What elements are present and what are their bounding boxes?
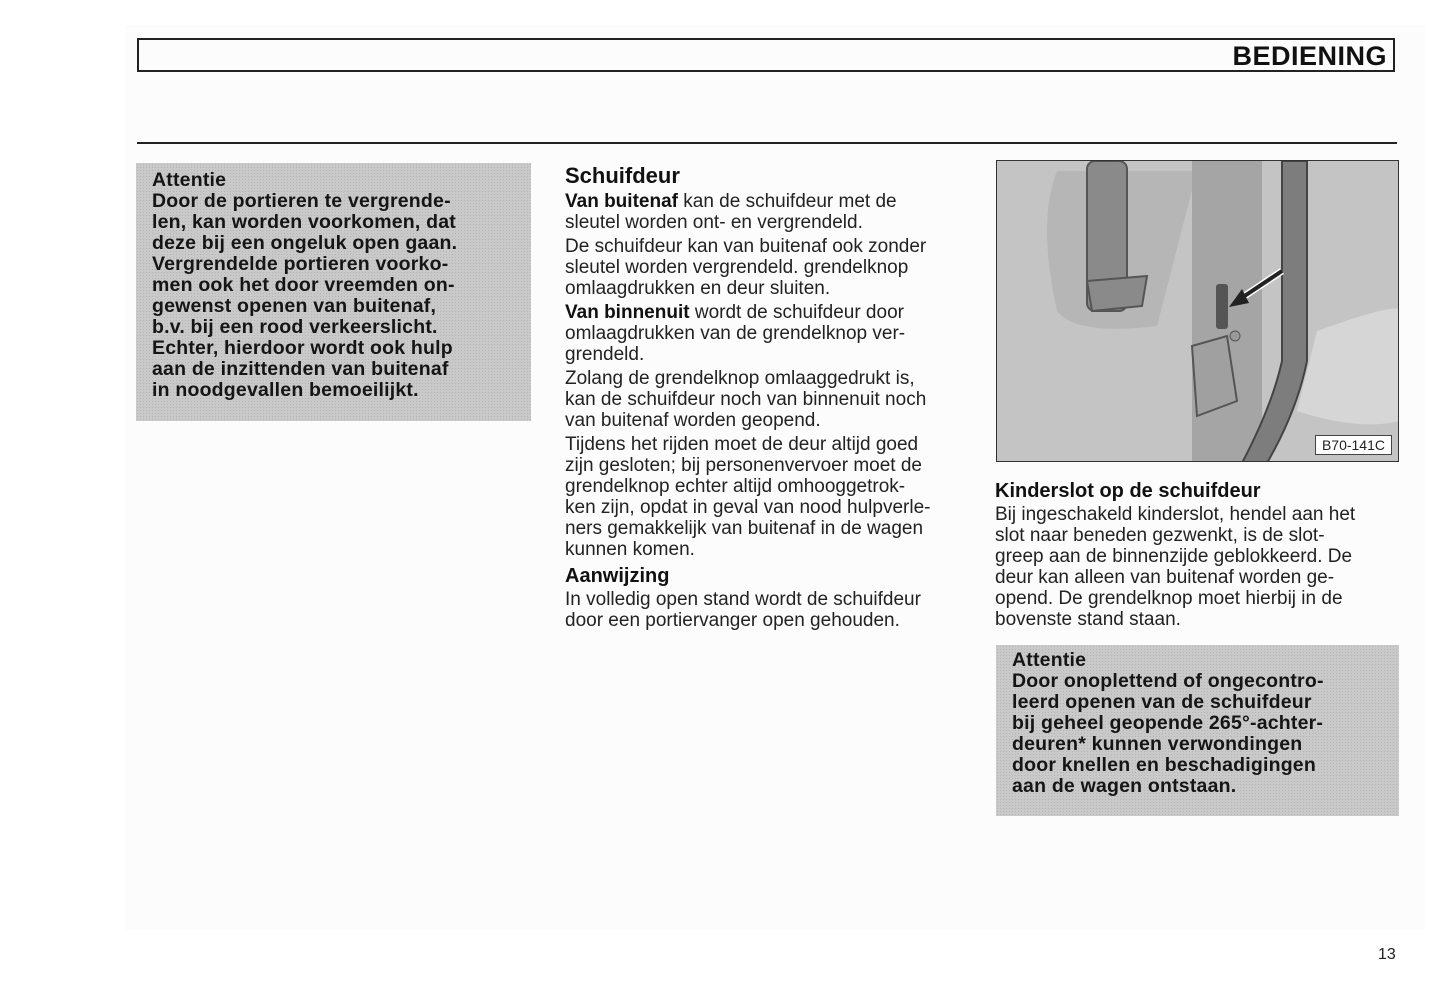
- warning-line: bij geheel geopende 265°-achter-: [1012, 712, 1324, 734]
- warning-line: len, kan worden voorkomen, dat: [152, 211, 456, 233]
- warning-line: b.v. bij een rood verkeerslicht.: [152, 316, 438, 338]
- warning-line: gewenst openen van buitenaf,: [152, 295, 437, 317]
- warning-line: aan de wagen ontstaan.: [1012, 775, 1237, 797]
- text-line: Zolang de grendelknop omlaaggedrukt is,: [565, 368, 915, 389]
- text-line: zijn gesloten; bij personenvervoer moet de: [565, 455, 922, 476]
- text-line: kan de schuifdeur met de: [677, 191, 897, 212]
- figure-label: B70-141C: [1315, 435, 1392, 455]
- section-header: [137, 38, 1395, 72]
- text-line: slot naar beneden gezwenkt, is de slot-: [995, 525, 1325, 546]
- paragraph: [995, 504, 1400, 630]
- paragraph: [565, 302, 965, 365]
- warning-title: Attentie: [1012, 649, 1087, 671]
- door-lock-drawing: [997, 161, 1399, 462]
- lead-text: Van binnenuit: [565, 302, 690, 323]
- note-heading: Aanwijzing: [565, 565, 670, 587]
- door-lock-illustration: [996, 160, 1399, 462]
- child-lock-section: [995, 478, 1400, 633]
- paragraph: [565, 191, 965, 233]
- section-heading: Kinderslot op de schuifdeur: [995, 480, 1261, 502]
- text-line: grendeld.: [565, 344, 645, 365]
- text-line: door een portiervanger open gehouden.: [565, 610, 900, 631]
- text-line: deur kan alleen van buitenaf worden ge-: [995, 567, 1335, 588]
- warning-line: in noodgevallen bemoeilijkt.: [152, 379, 419, 401]
- warning-line: deuren* kunnen verwondingen: [1012, 733, 1303, 755]
- warning-line: Door de portieren te vergrende-: [152, 190, 451, 212]
- text-line: greep aan de binnenzijde geblokkeerd. De: [995, 546, 1353, 567]
- warning-text: [152, 191, 531, 401]
- text-line: bovenste stand staan.: [995, 609, 1181, 630]
- text-line: Tijdens het rijden moet de deur altijd goed: [565, 434, 919, 455]
- warning-line: Door onoplettend of ongecontro-: [1012, 670, 1324, 692]
- warning-line: door knellen en beschadigingen: [1012, 754, 1316, 776]
- warning-box-left: [136, 163, 531, 421]
- section-heading: Schuifdeur: [565, 163, 680, 188]
- page-number: 13: [1378, 946, 1396, 963]
- text-line: omlaagdrukken en deur sluiten.: [565, 278, 831, 299]
- note-paragraph: [565, 589, 965, 631]
- warning-line: aan de inzittenden van buitenaf: [152, 358, 449, 380]
- text-line: van buitenaf worden geopend.: [565, 410, 821, 431]
- paragraph: [565, 368, 965, 431]
- warning-line: men ook het door vreemden on-: [152, 274, 455, 296]
- warning-line: Vergrendelde portieren voorko-: [152, 253, 449, 275]
- warning-box-right: [996, 645, 1399, 816]
- warning-title: Attentie: [152, 169, 227, 191]
- text-line: ners gemakkelijk van buitenaf in de wagen: [565, 518, 924, 539]
- sliding-door-section: [565, 161, 965, 634]
- warning-line: Echter, hierdoor wordt ook hulp: [152, 337, 453, 359]
- text-line: opend. De grendelknop moet hierbij in de: [995, 588, 1343, 609]
- text-line: wordt de schuifdeur door: [689, 302, 904, 323]
- text-line: sleutel worden vergrendeld. grendelknop: [565, 257, 909, 278]
- divider: [137, 142, 1397, 144]
- paragraph: [565, 236, 965, 299]
- warning-line: deze bij een ongeluk open gaan.: [152, 232, 458, 254]
- warning-line: leerd openen van de schuifdeur: [1012, 691, 1312, 713]
- text-line: De schuifdeur kan van buitenaf ook zonder: [565, 236, 927, 257]
- text-line: grendelknop echter altijd omhooggetrok-: [565, 476, 906, 497]
- text-line: ken zijn, opdat in geval van nood hulpverle-: [565, 497, 931, 518]
- text-line: Bij ingeschakeld kinderslot, hendel aan het: [995, 504, 1356, 525]
- text-line: sleutel worden ont- en vergrendeld.: [565, 212, 863, 233]
- text-line: In volledig open stand wordt de schuifdeur: [565, 589, 921, 610]
- text-line: kan de schuifdeur noch van binnenuit noch: [565, 389, 927, 410]
- text-line: kunnen komen.: [565, 539, 695, 560]
- text-line: omlaagdrukken van de grendelknop ver-: [565, 323, 906, 344]
- paragraph: [565, 434, 965, 560]
- lead-text: Van buitenaf: [565, 191, 678, 212]
- section-title: BEDIENING: [1232, 41, 1387, 71]
